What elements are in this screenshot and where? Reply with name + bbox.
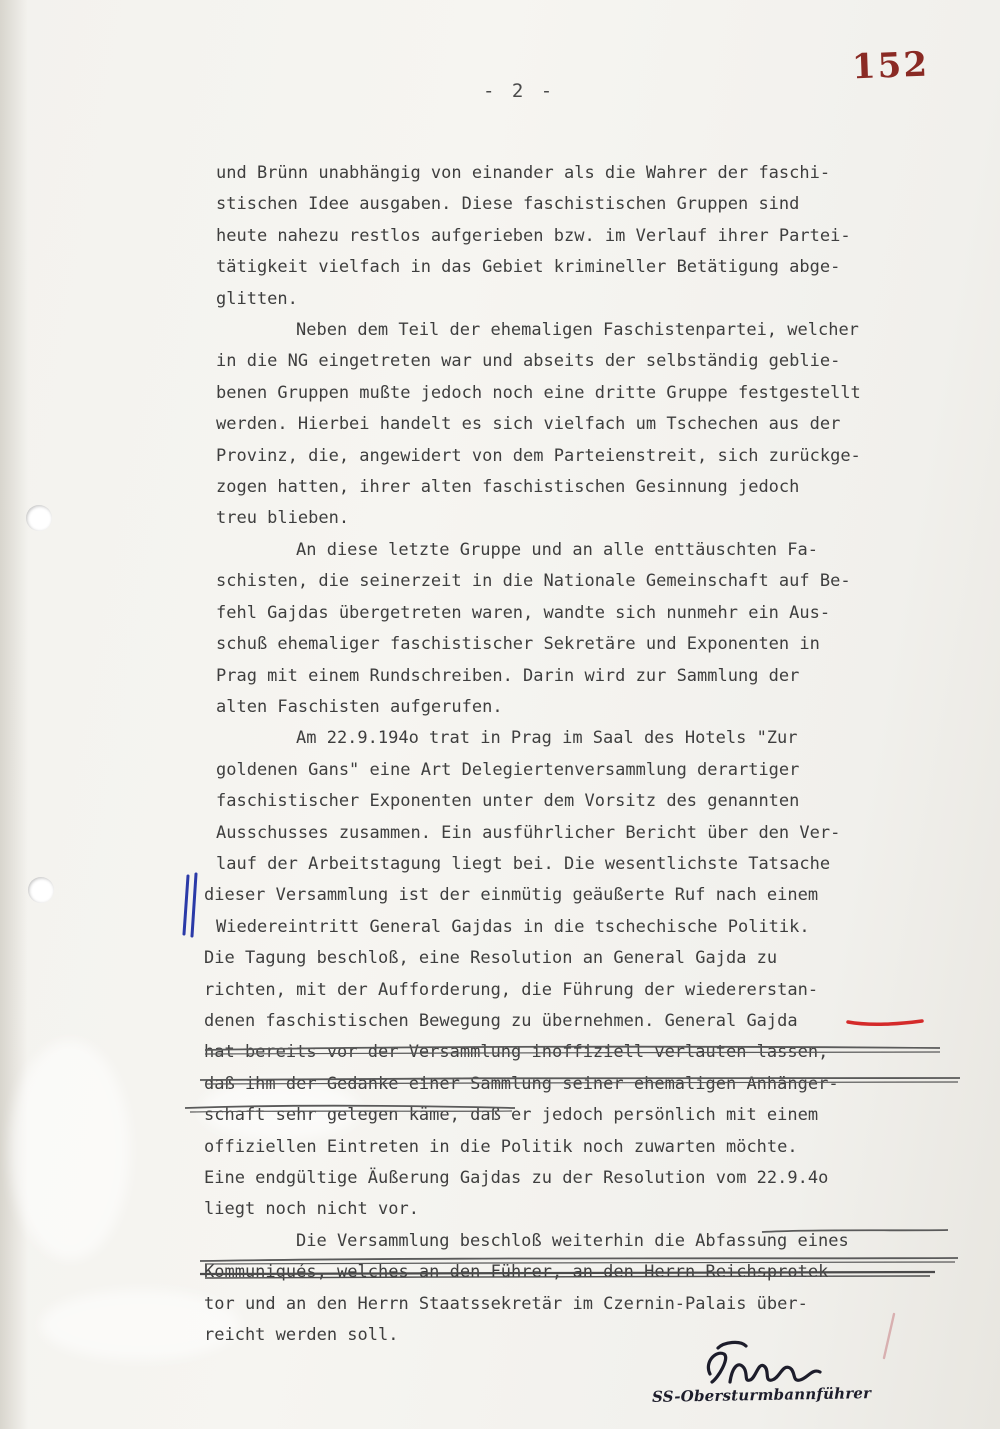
text-line: Kommuniqués, welches an den Führer, an den Herrn Reichsprotek- [204,1262,839,1283]
text-line: Neben dem Teil der ehemaligen Faschistenpartei, welcher [296,320,859,341]
signature-rank: SS-Obersturmbannführer [651,1384,872,1406]
text-line: lauf der Arbeitstagung liegt bei. Die wesentlichste Tatsache [216,853,831,874]
text-line: daß ihm der Gedanke einer Sammlung seiner ehemaligen Anhänger- [204,1073,839,1094]
text-line: alten Faschisten aufgerufen. [216,696,503,717]
text-line: richten, mit der Aufforderung, die Führung der wiedererstan- [204,979,819,1000]
text-line: An diese letzte Gruppe und an alle enttäuschten Fa- [296,539,818,560]
text-line: liegt noch nicht vor. [204,1199,419,1220]
red-pencil-tick [880,1312,900,1362]
punch-hole-top [26,505,52,531]
text-line: goldenen Gans" eine Art Delegiertenversammlung derartiger [216,759,800,780]
text-line: Wiedereintritt General Gajdas in die tschechische Politik. [216,916,810,937]
blue-margin-mark [178,872,208,938]
text-line: stischen Idee ausgaben. Diese faschistischen Gruppen sind [216,194,800,215]
text-line: hat bereits vor der Versammlung inoffiziell verlauten lassen, [204,1042,829,1063]
text-line: tätigkeit vielfach in das Gebiet krimineller Betätigung abge- [216,257,841,278]
page-number: - 2 - [483,80,556,102]
text-line: in die NG eingetreten war und abseits der selbständig geblie- [216,351,841,372]
text-line: offiziellen Eintreten in die Politik noch zuwarten möchte. [204,1136,798,1157]
text-line: Eine endgültige Äußerung Gajdas zu der Resolution vom 22.9.4o [204,1168,829,1188]
text-line: benen Gruppen mußte jedoch noch eine dritte Gruppe festgestellt [216,382,861,403]
text-line: schisten, die seinerzeit in die Nationale Gemeinschaft auf Be- [216,571,851,592]
text-line: Die Tagung beschloß, eine Resolution an General Gajda zu [204,948,778,969]
document-body [200,158,990,1351]
text-line: fehl Gajdas übergetreten waren, wandte sich nunmehr ein Aus- [216,602,831,623]
text-line: glitten. [216,288,298,309]
text-line: tor und an den Herrn Staatssekretär im Czernin-Palais über- [204,1293,808,1314]
paper-stain [10,1040,130,1260]
text-line: denen faschistischen Bewegung zu übernehmen. General Gajda [204,1010,798,1031]
text-line: und Brünn unabhängig von einander als die Wahrer der faschi- [216,163,831,183]
text-line: zogen hatten, ihrer alten faschistischen Gesinnung jedoch [216,477,800,498]
text-line: heute nahezu restlos aufgerieben bzw. im Verlauf ihrer Partei- [216,225,851,246]
handwritten-signature [694,1338,834,1392]
text-line: Provinz, die, angewidert von dem Parteienstreit, sich zurückge- [216,445,861,466]
text-line: faschistischer Exponenten unter dem Vorsitz des genannten [216,791,800,812]
text-line: dieser Versammlung ist der einmütig geäußerte Ruf nach einem [204,885,819,906]
text-line: Am 22.9.194o trat in Prag im Saal des Hotels "Zur [296,728,798,749]
text-line: reicht werden soll. [204,1325,399,1346]
text-line: schaft sehr gelegen käme, daß er jedoch persönlich mit einem [204,1105,819,1126]
text-line: werden. Hierbei handelt es sich vielfach um Tschechen aus der [216,414,841,435]
folio-number: 152 [851,44,930,88]
text-line: treu blieben. [216,508,350,529]
punch-hole-bottom [28,877,54,903]
text-line: schuß ehemaliger faschistischer Sekretäre und Exponenten in [216,634,820,655]
text-line: Ausschusses zusammen. Ein ausführlicher Bericht über den Ver- [216,822,841,843]
text-line: Die Versammlung beschloß weiterhin die Abfassung eines [296,1230,849,1251]
text-line: Prag mit einem Rundschreiben. Darin wird zur Sammlung der [216,665,800,686]
